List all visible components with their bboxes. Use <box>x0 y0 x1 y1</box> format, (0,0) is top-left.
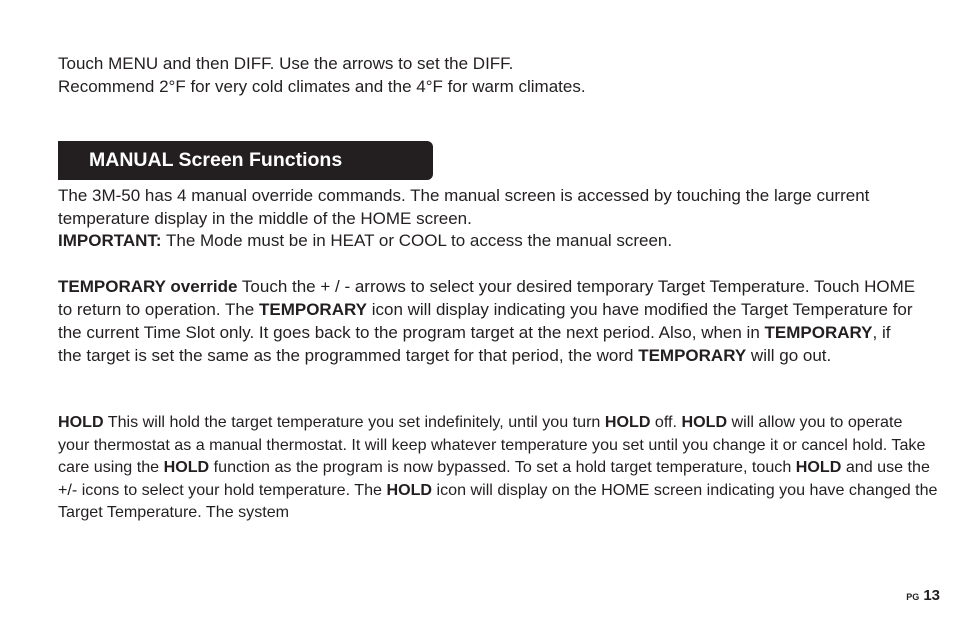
page-number <box>906 587 940 605</box>
hold-bold-2: HOLD <box>681 413 728 431</box>
section-header-bar <box>58 141 433 180</box>
hold-bold-1: HOLD <box>604 413 651 431</box>
section-title: MANUAL Screen Functions <box>89 149 343 171</box>
temporary-bold-3: TEMPORARY <box>638 346 747 365</box>
important-text: The Mode must be in HEAT or COOL to access the manual screen. <box>161 231 673 250</box>
page-number-value: 13 <box>923 587 940 604</box>
hold-text-3: will allow you to operate your thermostat as a manual thermostat. It will keep whatever temperature you set until you change it or cancel hold. Take care using the <box>58 413 926 476</box>
temporary-text-4: will go out. <box>746 346 832 365</box>
intro-line-1: Touch MENU and then DIFF. Use the arrows to set the DIFF. <box>58 54 514 73</box>
hold-text-1: This will hold the target temperature you set indefinitely, until you turn <box>103 413 605 431</box>
temporary-bold-2: TEMPORARY <box>764 323 873 342</box>
temporary-text-3: , if the target is set the same as the programmed target for that period, the word <box>58 323 891 365</box>
hold-text-4: function as the program is now bypassed. To set a hold target temperature, touch <box>209 458 796 476</box>
temporary-text-1: Touch the + / - arrows to select your desired temporary Target Temperature. Touch HOME to return to operation. The <box>58 277 916 319</box>
intro-text <box>58 52 918 98</box>
manual-description: The 3M-50 has 4 manual override commands. The manual screen is accessed by touching the large current temperature display in the middle of the HOME screen. <box>58 186 870 228</box>
temporary-override-paragraph <box>58 275 918 367</box>
hold-paragraph <box>58 411 938 524</box>
hold-bold-3: HOLD <box>163 458 210 476</box>
hold-bold-4: HOLD <box>795 458 842 476</box>
hold-text-2: off. <box>650 413 682 431</box>
temporary-text-2: icon will display indicating you have modified the Target Temperature for the current Time Slot only. It goes back to the program target at the next period. Also, when in <box>58 300 913 342</box>
page-label: PG <box>906 592 920 602</box>
manual-description-block <box>58 185 918 253</box>
hold-text-5: and use the +/- icons to select your hold temperature. The <box>58 458 930 499</box>
important-label: IMPORTANT: <box>58 231 162 250</box>
intro-line-2: Recommend 2°F for very cold climates and the 4°F for warm climates. <box>58 77 586 96</box>
hold-bold-5: HOLD <box>386 480 433 499</box>
temporary-bold-1: TEMPORARY <box>258 300 367 319</box>
hold-heading: HOLD <box>58 413 104 431</box>
hold-text-6: icon will display on the HOME screen indicating you have changed the Target Temperature. The system <box>58 480 938 521</box>
temporary-heading: TEMPORARY override <box>58 277 238 296</box>
important-note <box>58 230 918 253</box>
